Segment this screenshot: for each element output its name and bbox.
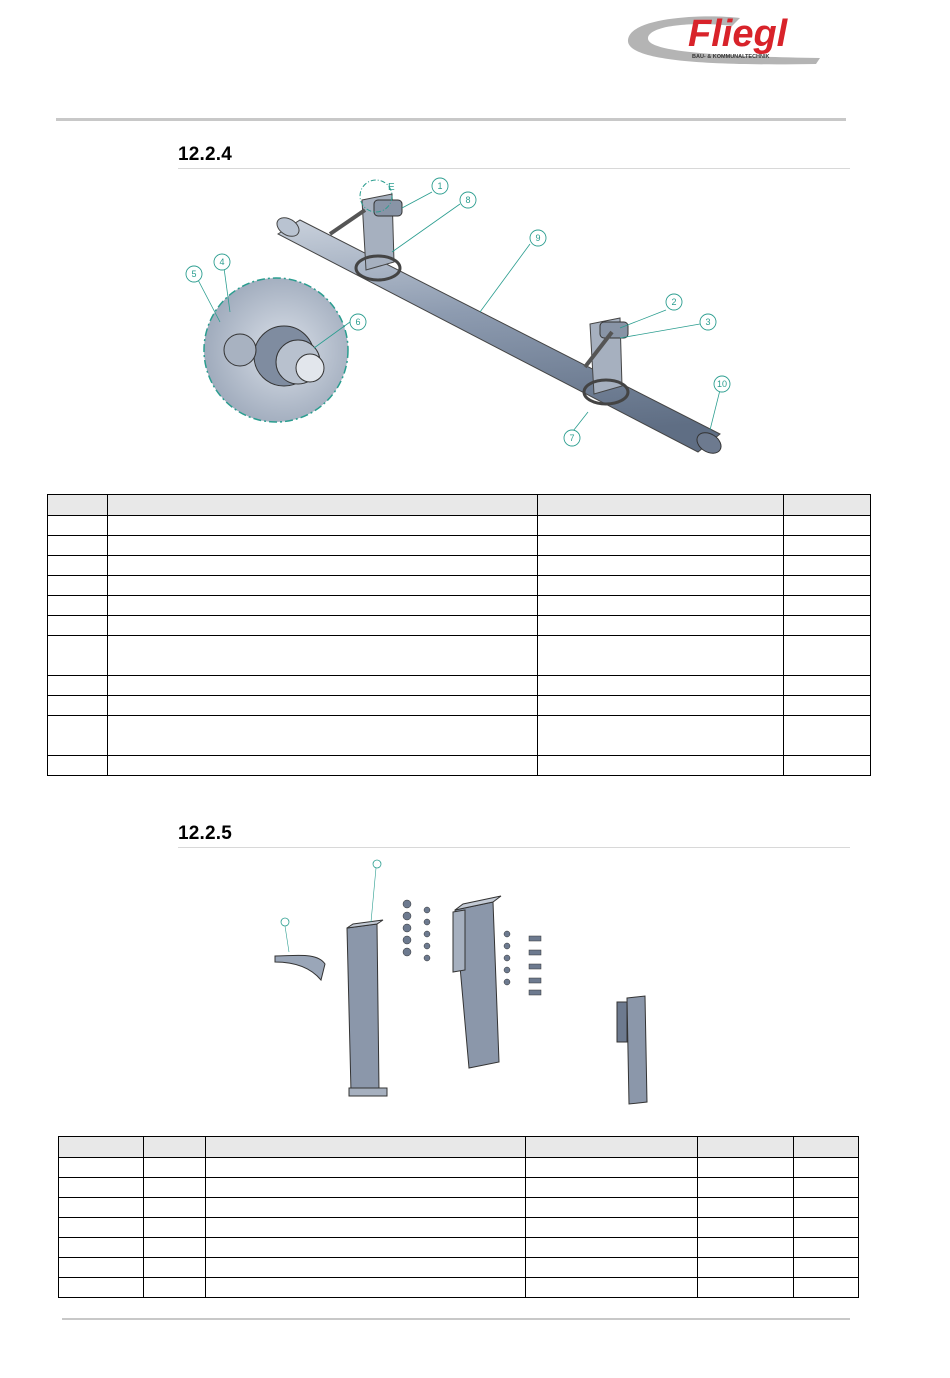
table-row: [48, 576, 871, 596]
header-cell: [108, 495, 538, 516]
callout-4: 4: [219, 257, 225, 267]
table-cell: [784, 556, 871, 576]
table-cell: [48, 616, 108, 636]
axle-assembly-drawing: [180, 172, 740, 472]
section-number: 12.2.4: [178, 144, 233, 165]
header-cell: [794, 1137, 859, 1158]
leg-tube-right: [453, 896, 501, 1068]
table-cell: [698, 1238, 794, 1258]
table-body: [48, 516, 871, 776]
table-cell: [538, 576, 784, 596]
detail-view-e: [204, 278, 348, 422]
table-cell: [48, 636, 108, 676]
table-cell: [538, 676, 784, 696]
logo-graphic: [620, 6, 835, 68]
table-cell: [144, 1218, 206, 1238]
callout-9: 9: [535, 233, 541, 243]
table-cell: [526, 1198, 698, 1218]
table-cell: [784, 596, 871, 616]
table-cell: [794, 1178, 859, 1198]
table-cell: [526, 1158, 698, 1178]
table-cell: [59, 1198, 144, 1218]
table-header-row: [48, 495, 871, 516]
table-cell: [48, 596, 108, 616]
table-cell: [538, 756, 784, 776]
callout-6: 6: [355, 317, 361, 327]
table-cell: [698, 1178, 794, 1198]
detail-label: E: [388, 182, 395, 193]
table-cell: [698, 1198, 794, 1218]
table-cell: [784, 576, 871, 596]
table-row: [59, 1158, 859, 1178]
callout-10: 10: [716, 379, 728, 389]
table-cell: [108, 616, 538, 636]
table-cell: [144, 1178, 206, 1198]
table-cell: [108, 636, 538, 676]
table-cell: [698, 1218, 794, 1238]
table-header-row: [59, 1137, 859, 1158]
table-cell: [48, 556, 108, 576]
table-cell: [48, 716, 108, 756]
table-cell: [784, 716, 871, 756]
header-cell: [59, 1137, 144, 1158]
table-cell: [784, 756, 871, 776]
support-leg-drawing: [255, 852, 675, 1112]
table-cell: [59, 1238, 144, 1258]
section-heading-12-2-4: [178, 144, 850, 169]
table-row: [48, 636, 871, 676]
table-cell: [108, 676, 538, 696]
table-cell: [794, 1238, 859, 1258]
table-cell: [48, 756, 108, 776]
table-row: [59, 1278, 859, 1298]
section-heading-12-2-5: [178, 823, 850, 848]
table-row: [48, 596, 871, 616]
table-cell: [59, 1278, 144, 1298]
table-cell: [48, 516, 108, 536]
callout-8: 8: [465, 195, 471, 205]
bolt-group-2: [504, 931, 541, 995]
table-cell: [59, 1258, 144, 1278]
table-cell: [206, 1178, 526, 1198]
table-row: [48, 556, 871, 576]
table-body: [59, 1158, 859, 1298]
table-cell: [538, 536, 784, 556]
table-cell: [526, 1218, 698, 1238]
table-cell: [538, 616, 784, 636]
table-cell: [784, 636, 871, 676]
table-cell: [784, 516, 871, 536]
table-cell: [59, 1178, 144, 1198]
table-cell: [538, 556, 784, 576]
table-cell: [108, 716, 538, 756]
table-cell: [48, 576, 108, 596]
table-cell: [108, 516, 538, 536]
table-cell: [206, 1198, 526, 1218]
logo-tagline: BAU- & KOMMUNALTECHNIK: [692, 54, 770, 60]
footer-divider: [62, 1318, 850, 1320]
table-row: [59, 1198, 859, 1218]
table-cell: [108, 696, 538, 716]
table-cell: [526, 1178, 698, 1198]
header-cell: [144, 1137, 206, 1158]
header-cell: [538, 495, 784, 516]
table-row: [59, 1238, 859, 1258]
callout-5: 5: [191, 269, 197, 279]
table-row: [59, 1218, 859, 1238]
table-cell: [794, 1158, 859, 1178]
callout-1: 1: [437, 181, 443, 191]
header-cell: [784, 495, 871, 516]
header-cell: [48, 495, 108, 516]
table-cell: [794, 1218, 859, 1238]
table-cell: [108, 536, 538, 556]
callout-2: 2: [671, 297, 677, 307]
table-cell: [698, 1158, 794, 1178]
table-cell: [48, 696, 108, 716]
table-cell: [144, 1158, 206, 1178]
assembled-leg: [617, 996, 647, 1104]
header-cell: [526, 1137, 698, 1158]
table-row: [48, 536, 871, 556]
header-cell: [698, 1137, 794, 1158]
table-cell: [526, 1258, 698, 1278]
table-row: [48, 696, 871, 716]
table-row: [59, 1178, 859, 1198]
logo-wordmark: Fliegl: [688, 13, 788, 55]
table-cell: [698, 1278, 794, 1298]
table-cell: [108, 596, 538, 616]
table-cell: [784, 696, 871, 716]
table-cell: [526, 1238, 698, 1258]
table-cell: [59, 1218, 144, 1238]
leg-tube-left: [347, 860, 387, 1096]
table-row: [48, 616, 871, 636]
table-cell: [206, 1238, 526, 1258]
table-cell: [108, 576, 538, 596]
pin-part: [275, 918, 325, 980]
table-cell: [144, 1198, 206, 1218]
table-row: [48, 516, 871, 536]
bolt-group-1: [403, 900, 430, 961]
table-row: [48, 676, 871, 696]
parts-table-12-2-4: [47, 494, 871, 776]
callout-3: 3: [705, 317, 711, 327]
table-cell: [538, 696, 784, 716]
table-cell: [206, 1158, 526, 1178]
table-cell: [538, 636, 784, 676]
table-cell: [784, 676, 871, 696]
table-cell: [144, 1238, 206, 1258]
header-cell: [206, 1137, 526, 1158]
table-cell: [538, 516, 784, 536]
header-divider: [56, 118, 846, 121]
fliegl-logo: [620, 6, 835, 68]
table-cell: [144, 1258, 206, 1278]
table-cell: [108, 556, 538, 576]
table-cell: [538, 596, 784, 616]
table-row: [48, 756, 871, 776]
parts-table-12-2-5: [58, 1136, 859, 1298]
table-cell: [794, 1258, 859, 1278]
table-cell: [206, 1278, 526, 1298]
table-row: [48, 716, 871, 756]
table-cell: [48, 676, 108, 696]
table-cell: [59, 1158, 144, 1178]
table-cell: [108, 756, 538, 776]
table-cell: [794, 1278, 859, 1298]
section-number: 12.2.5: [178, 823, 233, 844]
table-cell: [538, 716, 784, 756]
table-cell: [784, 536, 871, 556]
table-cell: [206, 1258, 526, 1278]
table-cell: [206, 1218, 526, 1238]
callout-7: 7: [569, 433, 575, 443]
table-cell: [784, 616, 871, 636]
table-cell: [526, 1278, 698, 1298]
table-cell: [144, 1278, 206, 1298]
table-cell: [698, 1258, 794, 1278]
table-cell: [794, 1198, 859, 1218]
table-cell: [48, 536, 108, 556]
table-row: [59, 1258, 859, 1278]
